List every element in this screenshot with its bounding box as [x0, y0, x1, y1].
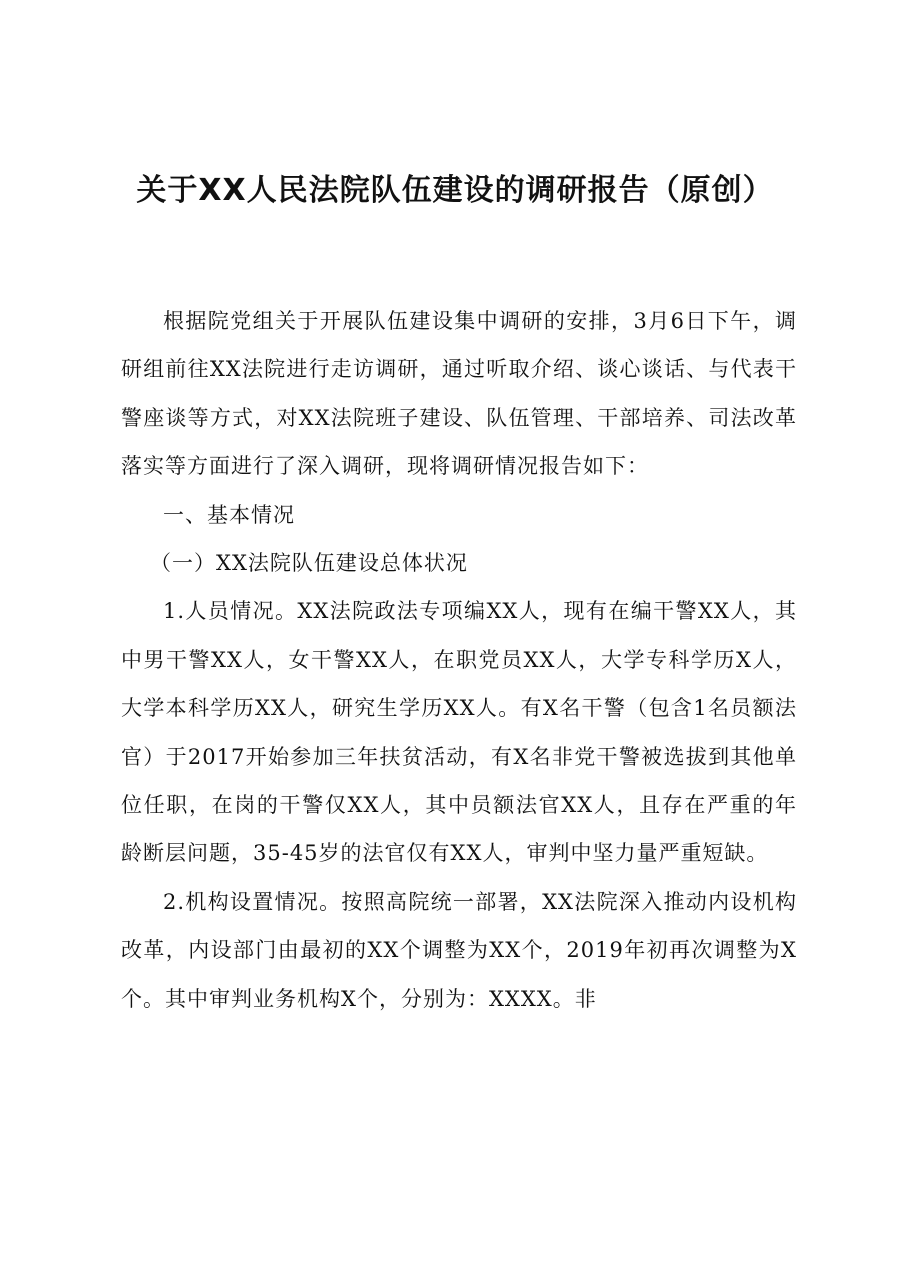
section-heading-basic-situation: 一、基本情况 [163, 502, 295, 527]
institution-paragraph: 2.机构设置情况。按照高院统一部署，XX法院深入推动内设机构改革，内设部门由最初的XX个调整为XX个，2019年初再次调整为X个。其中审判业务机构X个，分别为：XXXX。非 [121, 889, 797, 1011]
personnel-paragraph: 1.人员情况。XX法院政法专项编XX人，现有在编干警XX人，其中男干警XX人，女干警XX人，在职党员XX人，大学专科学历X人，大学本科学历XX人，研究生学历XX人。有X名干警（包含1名员额法官）于2017开始参加三年扶贫活动，有X名非党干警被选拔到其他单位任职，在岗的干警仅XX人，其中员额法官XX人，且存在严重的年龄断层问题，35-45岁的法官仅有XX人，审判中坚力量严重短缺。 [121, 599, 797, 866]
intro-paragraph: 根据院党组关于开展队伍建设集中调研的安排，3月6日下午，调研组前往XX法院进行走访调研，通过听取介绍、谈心谈话、与代表干警座谈等方式，对XX法院班子建设、队伍管理、干部培养、司法改革落实等方面进行了深入调研，现将调研情况报告如下： [121, 309, 797, 479]
document-body [121, 297, 797, 1023]
document-title: 关于XX人民法院队伍建设的调研报告（原创） [136, 173, 774, 208]
subsection-heading-overall-status: （一）XX法院队伍建设总体状况 [150, 551, 468, 576]
